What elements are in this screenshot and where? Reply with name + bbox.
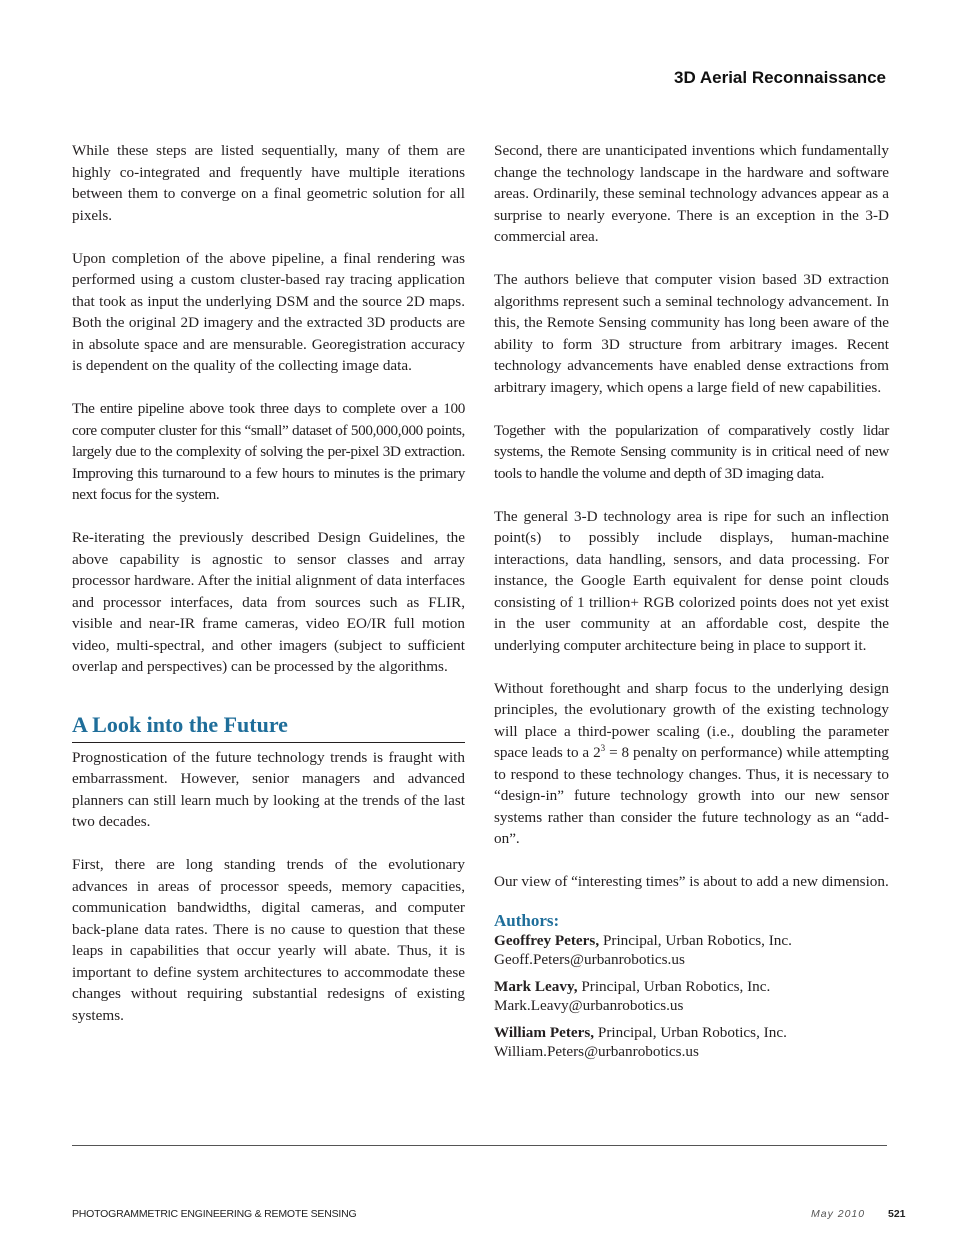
- author-title: Principal, Urban Robotics, Inc.: [577, 977, 771, 995]
- author-email[interactable]: Geoff.Peters@urbanrobotics.us: [494, 950, 685, 968]
- body-paragraph: The general 3-D technology area is ripe for such an inflection point(s) to possibly include displays, human-machine interactions, data handling, sensors, and data processing. For instance, the Google Earth equivalent for dense point clouds consisting of 1 trillion+ RGB colorized points does not yet exist in the user community at an affordable cost, despite the underlying computer architecture being in place to support it.: [494, 507, 889, 654]
- author-email[interactable]: William.Peters@urbanrobotics.us: [494, 1042, 699, 1060]
- right-column: [494, 140, 889, 1069]
- author-entry: [494, 931, 889, 969]
- body-paragraph: The entire pipeline above took three days to complete over a 100 core computer cluster for this “small” dataset of 500,000,000 points, largely due to the complexity of solving the per-pixel 3D extraction. Improving this turnaround to a few hours to minutes is the primary next focus for the system.: [72, 400, 465, 503]
- superscript: 3: [600, 742, 606, 753]
- scaling-text-before: Without forethought and sharp focus to the underlying design principles, the evolutionary growth of the existing technology will place a third-power scaling (i.e., doubling the parameter space leads to a 2: [494, 679, 889, 761]
- body-paragraph-scaling: [494, 678, 889, 850]
- author-title: Principal, Urban Robotics, Inc.: [599, 931, 792, 949]
- author-name: Mark Leavy,: [494, 977, 578, 995]
- author-entry: [494, 1023, 889, 1061]
- left-column: [72, 140, 465, 1048]
- author-title: Principal, Urban Robotics, Inc.: [594, 1023, 787, 1041]
- running-title: 3D Aerial Reconnaissance: [674, 68, 886, 87]
- body-paragraph: Prognostication of the future technology trends is fraught with embarrassment. However, senior managers and advanced planners can still learn much by looking at the trends of the last two decades.: [72, 748, 465, 830]
- author-name: William Peters,: [494, 1023, 595, 1041]
- body-paragraph: While these steps are listed sequentially, many of them are highly co-integrated and frequently have multiple iterations between them to converge on a final geometric solution for all pixels.: [72, 142, 465, 224]
- scaling-text-after: = 8 penalty on performance) while attempting to respond to these technology changes. Thus, it is necessary to “design-in” future technology growth into our new sensor systems rather than consider the future technology as an “add-on”.: [494, 744, 889, 847]
- journal-name: PHOTOGRAMMETRIC ENGINEERING & REMOTE SENSING: [72, 1208, 357, 1220]
- body-paragraph: Upon completion of the above pipeline, a final rendering was performed using a custom cluster-based ray tracing application that took as input the underlying DSM and the source 2D maps. Both the original 2D imagery and the extracted 3D products are in absolute space and are mensurable. Georegistration accuracy is dependent on the quality of the collecting image data.: [72, 249, 465, 374]
- page-number: 521: [888, 1208, 906, 1220]
- body-paragraph: Second, there are unanticipated inventions which fundamentally change the technology landscape in the hardware and software areas. Ordinarily, these seminal technology advances appear as a surprise to nearly everyone. There is an exception in the 3-D commercial area.: [494, 142, 889, 245]
- issue-date: May 2010: [811, 1208, 866, 1220]
- authors-heading: Authors:: [494, 910, 560, 930]
- body-paragraph: First, there are long standing trends of the evolutionary advances in areas of processor speeds, memory capacities, communication bandwidths, digital cameras, and computer back-plane data rates. There is no cause to question that these leaps in capabilities that occur yearly will abate. Thus, it is important to define system architectures to accommodate these changes without requiring substantial redesigns of existing systems.: [72, 856, 465, 1024]
- body-paragraph: Our view of “interesting times” is about to add a new dimension.: [494, 873, 889, 890]
- body-paragraph: Re-iterating the previously described Design Guidelines, the above capability is agnostic to sensor classes and array processor hardware. After the initial alignment of data interfaces and processor interfaces, data from sources such as FLIR, visible and near-IR frame cameras, video EO/IR full motion video, multi-spectral, and other imagers (subject to sufficient overlap and perspectives) can be processed by the algorithms.: [72, 529, 465, 675]
- footer-divider: [72, 1145, 887, 1146]
- section-heading: A Look into the Future: [72, 712, 465, 743]
- body-paragraph: The authors believe that computer vision based 3D extraction algorithms represent such a seminal technology advancement. In this, the Remote Sensing community has long been aware of the ability to form 3D structure from arbitrary images. Recent technology advancements have enabled dense extractions from arbitrary imagery, which opens a large field of new capabilities.: [494, 271, 889, 396]
- author-entry: [494, 977, 889, 1015]
- author-email[interactable]: Mark.Leavy@urbanrobotics.us: [494, 996, 684, 1014]
- body-paragraph: Together with the popularization of comparatively costly lidar systems, the Remote Sensing community is in critical need of new tools to handle the volume and depth of 3D imaging data.: [494, 421, 889, 482]
- author-name: Geoffrey Peters,: [494, 931, 600, 949]
